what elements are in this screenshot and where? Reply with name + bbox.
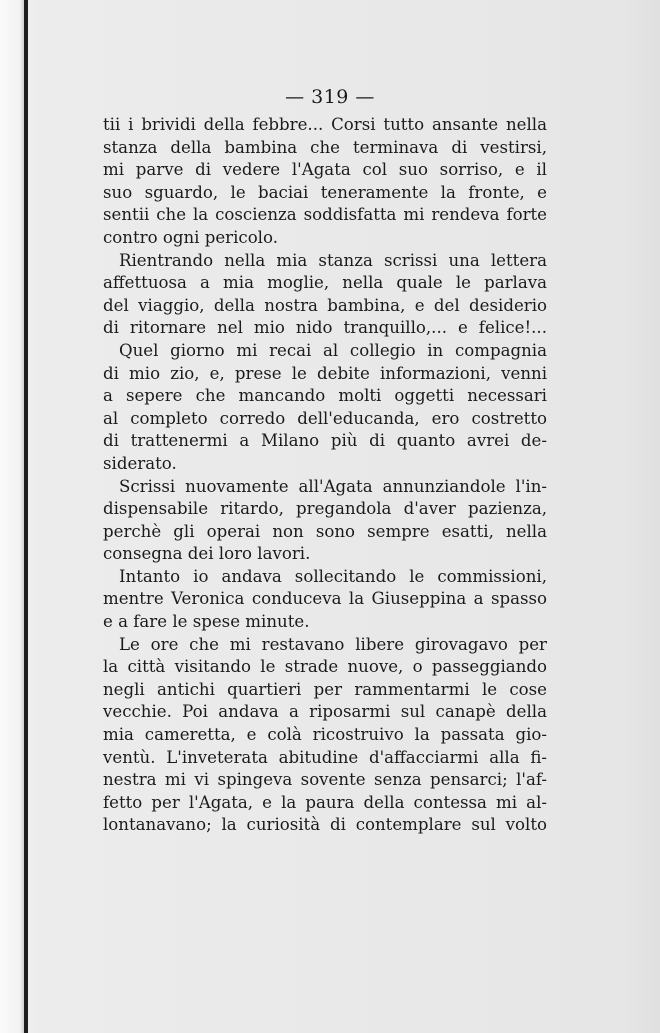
text-line: mentre Veronica conduceva la Giuseppina a spasso xyxy=(103,589,547,609)
body-text xyxy=(103,114,547,837)
binding-edge-line xyxy=(24,0,28,1033)
text-line: al completo corredo dell'educanda, ero costretto xyxy=(103,408,547,428)
text-line: contro ogni pericolo. xyxy=(103,227,278,247)
text-line: di mio zio, e, prese le debite informazioni, venni xyxy=(103,363,547,383)
text-line: perchè gli operai non sono sempre esatti, nella xyxy=(103,521,547,541)
text-line: negli antichi quartieri per rammentarmi le cose xyxy=(103,679,547,699)
text-line: stanza della bambina che terminava di vestirsi, xyxy=(103,137,547,157)
page-left-margin xyxy=(0,0,26,1033)
text-line: Le ore che mi restavano libere girovagavo per xyxy=(119,634,547,654)
text-line: mi parve di vedere l'Agata col suo sorriso, e il xyxy=(103,160,547,180)
text-line: lontanavano; la curiosità di contemplare sul volto xyxy=(103,815,547,835)
text-line: affettuosa a mia moglie, nella quale le parlava xyxy=(103,273,547,293)
text-line: nestra mi vi spingeva sovente senza pensarci; l'af- xyxy=(103,770,547,790)
text-line: del viaggio, della nostra bambina, e del desiderio xyxy=(103,295,547,315)
text-line: dispensabile ritardo, pregandola d'aver pazienza, xyxy=(103,499,547,519)
text-line: e a fare le spese minute. xyxy=(103,612,310,632)
text-line: consegna dei loro lavori. xyxy=(103,544,311,564)
text-line: fetto per l'Agata, e la paura della contessa mi al- xyxy=(103,792,547,812)
text-line: siderato. xyxy=(103,453,177,473)
text-line: la città visitando le strade nuove, o passeggiando xyxy=(103,657,547,677)
text-line: Rientrando nella mia stanza scrissi una lettera xyxy=(119,250,547,270)
text-line: a sepere che mancando molti oggetti necessari xyxy=(103,386,547,406)
text-line: vecchie. Poi andava a riposarmi sul canapè della xyxy=(103,702,547,722)
text-line: di trattenermi a Milano più di quanto avrei de- xyxy=(103,431,547,451)
text-line: ventù. L'inveterata abitudine d'affacciarmi alla fi- xyxy=(103,747,547,767)
text-line: sentii che la coscienza soddisfatta mi rendeva forte xyxy=(103,205,547,225)
text-line: Intanto io andava sollecitando le commissioni, xyxy=(119,566,547,586)
text-line: Scrissi nuovamente all'Agata annunziandole l'in- xyxy=(119,476,547,496)
text-line: suo sguardo, le baciai teneramente la fronte, e xyxy=(103,182,547,202)
text-line: tii i brividi della febbre... Corsi tutto ansante nella xyxy=(103,115,547,134)
text-line: di ritornare nel mio nido tranquillo,... e felice!... xyxy=(103,318,547,338)
page-number: — 319 — xyxy=(285,86,375,108)
text-line: Quel giorno mi recai al collegio in compagnia xyxy=(119,340,547,360)
text-line: mia cameretta, e colà ricostruivo la passata gio- xyxy=(103,725,547,745)
